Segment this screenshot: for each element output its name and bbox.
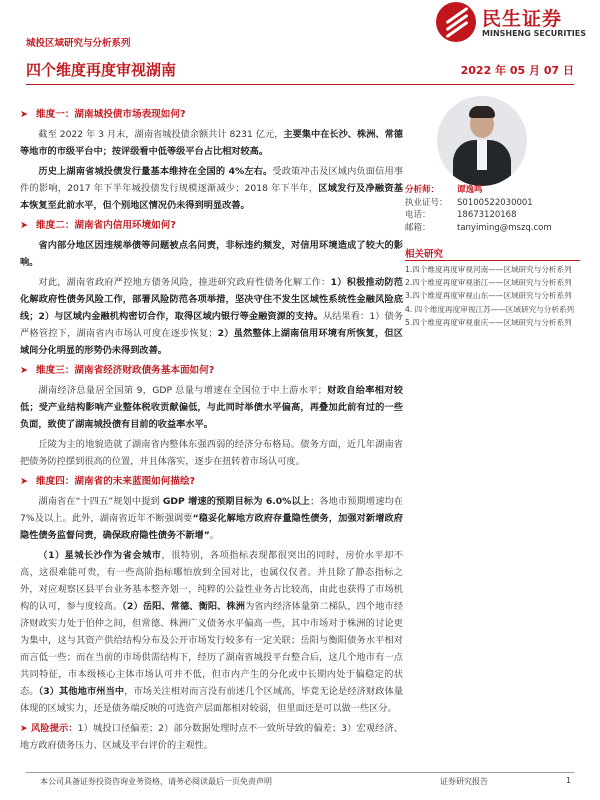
related-item[interactable]: 3.四个维度再度审视山东——区域研究与分析系列 <box>405 291 572 301</box>
header-divider <box>26 84 574 85</box>
risk-warning: ➤ 风险提示：1）城投口径偏差；2）部分数据处理时点不一致所导致的偏差；3）宏观经济、地方政府债务压力、区域及平台评价的主观性。 <box>20 723 403 751</box>
section-heading: ➤ 维度四：湖南省的未来蓝图如何描绘? <box>20 476 196 487</box>
logo-name-en: MINSHENG SECURITIES <box>482 29 586 38</box>
body-paragraph: 丘陵为主的地貌造就了湖南省内整体东强西弱的经济分布格局。债务方面，近几年湖南省把债务防控摆到很高的位置，并且体落实，逐步在扭转着市场认可度。 <box>20 439 403 467</box>
license-value: S0100522030001 <box>457 197 533 208</box>
analyst-info <box>405 184 580 234</box>
section-heading: ➤ 维度一：湖南城投债市场表现如何? <box>20 109 186 120</box>
minsheng-logo <box>436 2 586 48</box>
risk-label: ➤ 风险提示： <box>20 723 78 734</box>
related-item[interactable]: 5.四个维度再度审视重庆——区域研究与分析系列 <box>405 317 572 327</box>
report-title: 四个维度再度审视湖南 <box>26 61 177 79</box>
analyst-label: 分析师： <box>405 185 440 195</box>
body-paragraph: 对此，湖南省政府严控地方债务风险，推进研究政府性债务化解工作：1）积极推动防范化解政府性债务风险工作，部署风险防范各项举措，坚决守住不发生区域性系统性金融风险底线；2）与区域内金融机构密切合作，取得区域内银行等金融资源的支持。从结果看：1）债务严格管控下，湖南省内市场认可度在逐步恢复；2）虽然整体上湖南信用环境有所恢复，但区域间分化明显的形势仍未得到改善。 <box>20 277 403 356</box>
logo-mark-icon <box>436 2 476 42</box>
main-content <box>20 104 403 757</box>
arrow-bullet-icon: ➤ <box>20 365 29 376</box>
section-heading: ➤ 维度二：湖南省内信用环境如何? <box>20 220 176 231</box>
report-series: 城投区域研究与分析系列 <box>26 38 131 49</box>
arrow-bullet-icon: ➤ <box>20 476 29 487</box>
license-label: 执业证号： <box>405 197 448 208</box>
body-paragraph: 截至 2022 年 3 月末，湖南省城投债余额共计 8231 亿元，主要集中在长沙、株洲、常德等地市的市级平台中；按评级看中低等级平台占比相对较高。 <box>20 129 403 157</box>
footer-divider <box>26 772 574 773</box>
phone-label: 电话： <box>405 210 431 220</box>
arrow-bullet-icon: ➤ <box>20 109 29 120</box>
logo-name-cn: 民生证券 <box>482 8 563 30</box>
body-paragraph: 省内部分地区因违规举债等问题被点名问责，非标违约频发，对信用环境造成了较大的影响。 <box>20 240 403 268</box>
body-paragraph: 湖南省在“十四五”规划中提到 GDP 增速的预期目标为 6.0%以上；各地市预期增速均在 7%及以上。此外，湖南省近年不断强调要“稳妥化解地方政府存量隐性债务，加强对新增政府隐性债务监督问责，确保政府隐性债务不新增”。 <box>20 496 404 541</box>
arrow-bullet-icon: ➤ <box>20 220 29 231</box>
footer-report-type: 证券研究报告 <box>440 777 488 786</box>
body-paragraph: （1）星城长沙作为省会城市，很特别，各项指标表现都很突出的同时，房价水平却不高，这很难能可贵，有一些高阶指标哪怕放到全国对比，也属仅仅者。并且除了静态指标之外，对应观察区县平台业务基本整齐划一，纯粹的公益性业务占比较高，由此也获得了市场机构的认可，参与度较高。（2）岳阳、常德、衡阳、株洲为省内经济体量第二梯队，四个地市经济财政实力处于伯仲之间，但常德、株洲广义债务水平偏高一些，其中市场对于株洲的讨论更为集中，这与其资产供给结构分布及公开市场发行较多有一定关联；岳阳与衡阳债务水平相对而言低一些；而在当前的市场供需结构下，经历了湖南省城投平台整合后，这几个地市有一点共同特征，市本级核心主体市场认可并不低，但市内产生的分化或中长期内处于偏稳定的状态。（3）其他地市州当中，市场关注相对而言没有前述几个区域高，毕竟无论是经济财政体量体现的区域实力，还是债务端反映的可选资产层面都相对较弱，但里面还是可以做一些区分。 <box>20 550 404 714</box>
related-item[interactable]: 4. 四个维度再度审视江苏——区域研究与分析系列 <box>405 304 575 314</box>
section-heading: ➤ 维度三：湖南省经济财政债务基本面如何? <box>20 365 215 376</box>
body-paragraph: 历史上湖南省城投债发行量基本维持在全国的 4%左右。受政策冲击及区域内负面信用事件的影响，2017 年下半年城投债发行规模逐渐减少；2018 年下半年，区域发行及净融资基本恢复至此前水平，但个别地区情况仍未得到明显改善。 <box>20 166 404 211</box>
related-item[interactable]: 1.四个维度再度审视河南——区域研究与分析系列 <box>405 265 572 274</box>
page-number: 1 <box>566 776 572 785</box>
email-value[interactable]: tanyiming@mszq.com <box>457 222 552 233</box>
body-paragraph: 湖南经济总量居全国第 9，GDP 总量与增速在全国位于中上游水平；财政自给率相对较低；受产业结构影响产业整体税收贡献偏低，与此同时举债水平偏高，再叠加此前有过的一些负面，致使了湖南城投债有目前的收益率水平。 <box>20 385 403 430</box>
related-item[interactable]: 2.四个维度再度审视浙江——区域研究与分析系列 <box>405 278 572 288</box>
report-date: 2022 年 05 月 07 日 <box>460 64 574 77</box>
related-research-list <box>405 264 580 330</box>
related-research-heading: 相关研究 <box>405 249 444 260</box>
email-label: 邮箱： <box>405 222 431 233</box>
analyst-photo <box>437 96 527 186</box>
footer-disclaimer: 本公司具备证券投资咨询业务资格，请务必阅读最后一页免责声明 <box>40 777 272 786</box>
related-divider <box>405 260 580 261</box>
phone-value: 18673120168 <box>457 210 517 220</box>
analyst-name: 谭逸鸣 <box>457 185 483 195</box>
